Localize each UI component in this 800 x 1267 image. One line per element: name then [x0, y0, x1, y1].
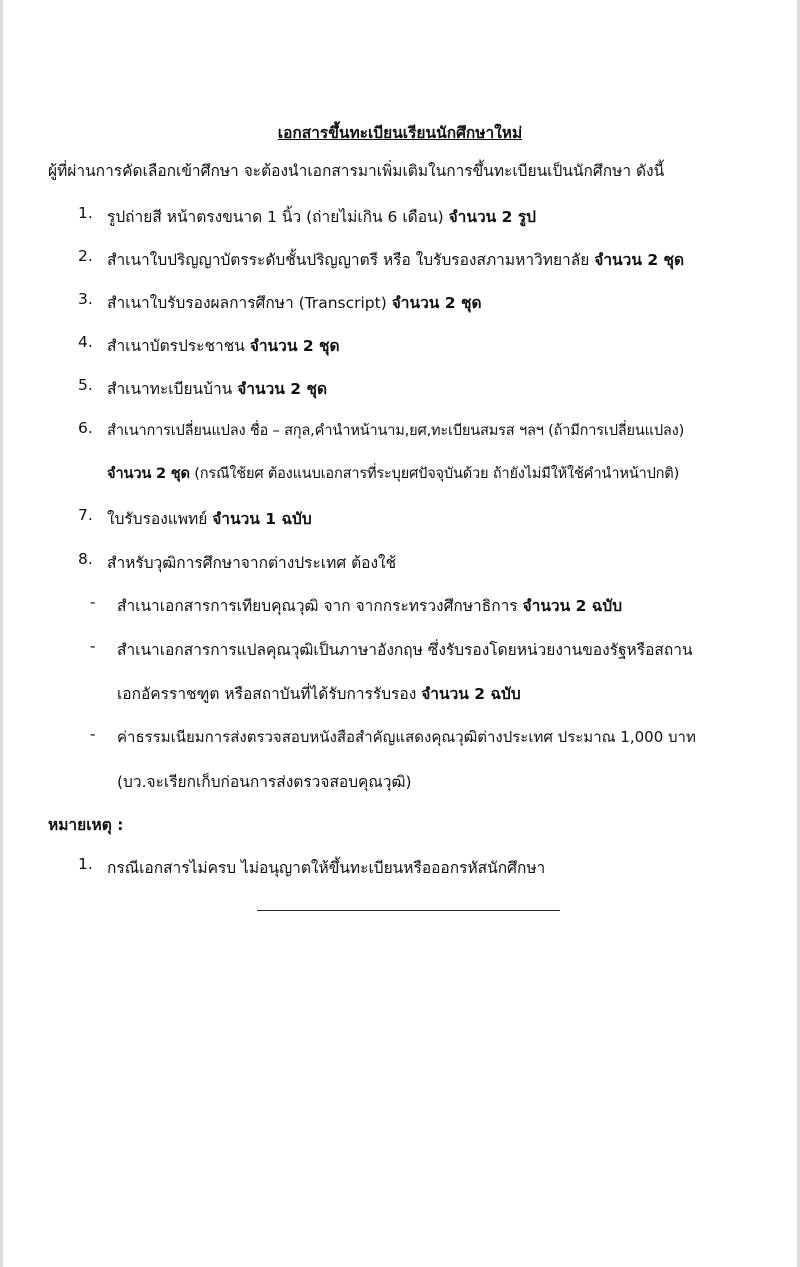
sub-list-item-continuation [117, 681, 521, 706]
sub-item-text: สำเนาเอกสารการแปลคุณวุฒิเป็นภาษาอังกฤษ ซึ่งรับรองโดยหน่วยงานของรัฐหรือสถาน [117, 641, 693, 659]
note-text: กรณีเอกสารไม่ครบ ไม่อนุญาตให้ขึ้นทะเบียนหรือออกรหัสนักศึกษา [107, 859, 546, 877]
item-number: 1. [78, 204, 93, 222]
item-quantity: จำนวน 2 ชุด [391, 294, 482, 312]
sub-item-text-line2: เอกอัครราชฑูต หรือสถาบันที่ได้รับการรับรอง [117, 685, 422, 703]
sub-list-item-continuation: (บว.จะเรียกเก็บก่อนการส่งตรวจสอบคุณวุฒิ) [117, 773, 412, 791]
item-text: สำเนาใบรับรองผลการศึกษา (Transcript) [107, 294, 392, 312]
list-item-continuation [107, 462, 679, 485]
scan-edge-left [0, 0, 3, 1267]
item-quantity: จำนวน 2 ชุด [237, 380, 328, 398]
sub-item-marker: - [90, 725, 96, 743]
item-text: ใบรับรองแพทย์ [107, 510, 213, 528]
item-text-line2: (กรณีใช้ยศ ต้องแนบเอกสารที่ระบุยศปัจจุบันด้วย ถ้ายังไม่มีให้ใช้คำนำหน้าปกติ) [189, 465, 680, 482]
sub-item-text: สำเนาเอกสารการเทียบคุณวุฒิ จาก จากกระทรวงศึกษาธิการ [117, 597, 523, 615]
item-quantity: จำนวน 2 รูป [448, 208, 537, 226]
item-text: สำหรับวุฒิการศึกษาจากต่างประเทศ ต้องใช้ [107, 554, 397, 572]
document-title: เอกสารขึ้นทะเบียนเรียนนักศึกษาใหม่ [277, 124, 523, 142]
sub-item-text: ค่าธรรมเนียมการส่งตรวจสอบหนังสือสำคัญแสดงคุณวุฒิต่างประเทศ ประมาณ 1,000 บาท [117, 728, 696, 746]
note-heading: หมายเหตุ : [48, 816, 124, 834]
item-text: สำเนาบัตรประชาชน [107, 337, 250, 355]
item-number: 4. [78, 333, 93, 351]
item-text: สำเนาใบปริญญาบัตรระดับชั้นปริญญาตรี หรือ ใบรับรองสภามหาวิทยาลัย [107, 251, 595, 269]
item-number: 8. [78, 550, 93, 568]
item-number: 5. [78, 376, 93, 394]
closing-rule [257, 910, 560, 911]
sub-item-quantity: จำนวน 2 ฉบับ [522, 597, 623, 615]
intro-text: ผู้ที่ผ่านการคัดเลือกเข้าศึกษา จะต้องนำเอกสารมาเพิ่มเติมในการขึ้นทะเบียนเป็นนักศึกษา ดังนี้ [48, 162, 665, 180]
item-number: 3. [78, 290, 93, 308]
item-text: สำเนาทะเบียนบ้าน [107, 380, 238, 398]
item-quantity: จำนวน 2 ชุด [107, 465, 190, 482]
sub-item-marker: - [90, 593, 96, 611]
item-quantity: จำนวน 1 ฉบับ [212, 510, 312, 528]
note-number: 1. [78, 855, 93, 873]
item-number: 7. [78, 506, 93, 524]
item-text: สำเนาการเปลี่ยนแปลง ชื่อ – สกุล,คำนำหน้านาม,ยศ,ทะเบียนสมรส ฯลฯ (ถ้ามีการเปลี่ยนแปลง) [107, 422, 685, 439]
item-quantity: จำนวน 2 ชุด [249, 337, 340, 355]
item-number: 2. [78, 247, 93, 265]
sub-item-marker: - [90, 637, 96, 655]
item-number: 6. [78, 419, 93, 437]
item-text: รูปถ่ายสี หน้าตรงขนาด 1 นิ้ว (ถ่ายไม่เกิน 6 เดือน) [107, 208, 449, 226]
item-quantity: จำนวน 2 ชุด [594, 251, 685, 269]
sub-item-quantity: จำนวน 2 ฉบับ [421, 685, 521, 703]
